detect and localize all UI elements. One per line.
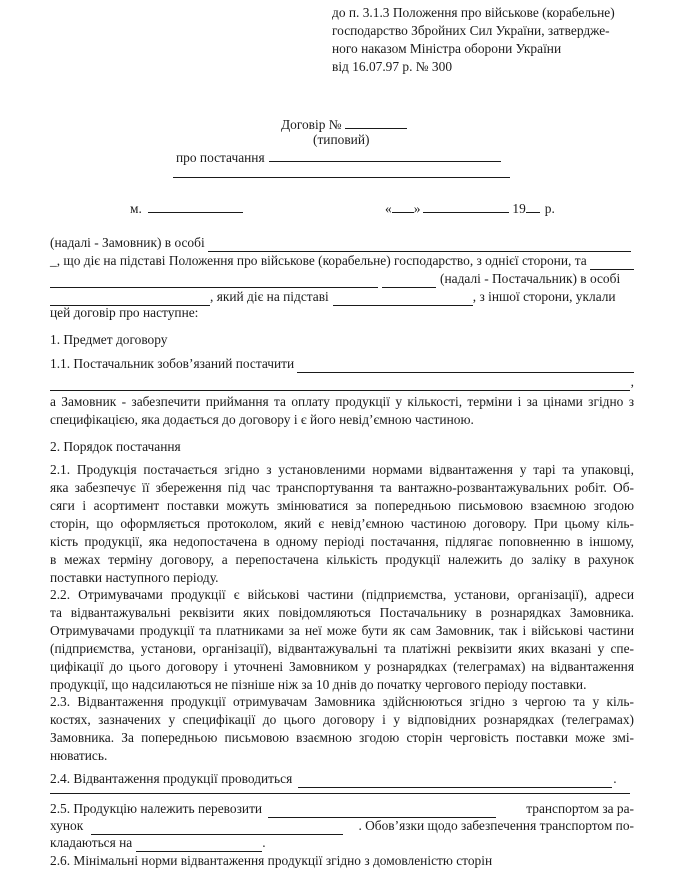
parties-line-1 xyxy=(50,234,634,252)
customer-person-field[interactable] xyxy=(208,238,631,252)
clause-2-4-line xyxy=(50,770,634,788)
header-line-1: до п. 3.1.3 Положення про військове (корабельне) xyxy=(332,5,615,20)
city-label: м. xyxy=(130,201,142,216)
other-party-text: , з іншої сторони, уклали xyxy=(472,289,616,304)
clause-2-2-line: цифікації до цього договору і уточнені Замовником у рознарядках (телеграмах) на відвантаження xyxy=(50,659,634,674)
clause-2-2-line: 2.2. Отримувачами продукції є військові частини (підприємства, установи, організації), адреси xyxy=(50,587,634,602)
clause-2-1-line: 2.1. Продукція постачається згідно з установленими нормами відвантаження у тарі та упаковці, xyxy=(50,462,634,477)
customer-label: (надалі - Замовник) в особі xyxy=(50,235,205,250)
date-month-field[interactable] xyxy=(423,199,509,213)
supplier-name-field[interactable] xyxy=(590,256,634,270)
shipment-method-field[interactable] xyxy=(298,774,612,788)
clause-2-6-line: 2.6. Мінімальні норми відвантаження продукції згідно з домовленістю сторін xyxy=(50,853,493,868)
city-line xyxy=(130,199,243,218)
shipment-method-field-2[interactable] xyxy=(50,793,630,794)
clause-2-2-line: Отримувачами продукції та платниками за неї може бути як сам Замовник, так і військові частини xyxy=(50,623,634,638)
parties-line-5: цей договір про наступне: xyxy=(50,305,199,320)
clause-2-1-line: яка забезпечує її збереження під час транспортування та вантажно-розвантажувальних робіт. Об- xyxy=(50,480,634,495)
date-year-field[interactable] xyxy=(526,199,540,213)
supplier-name-field-2[interactable] xyxy=(50,274,378,288)
clause-2-5-period: . xyxy=(262,835,266,850)
clause-1-1-line-2 xyxy=(50,373,634,391)
clause-1-1-line-3: а Замовник - забезпечити приймання та оплату продукції у кількості, терміни і за цінами згідно з xyxy=(50,394,634,409)
clause-2-1-line: поставки наступного періоду. xyxy=(50,570,219,585)
date-day-field[interactable] xyxy=(392,199,414,213)
clause-1-1-text: 1.1. Постачальник зобов’язаний постачити xyxy=(50,356,295,371)
clause-1-1-line-4: специфікацією, яка додається до договору і є його невід’ємною частиною. xyxy=(50,412,474,427)
clause-2-2-line: та відвантажувальні реквізити яких повідомляються Постачальнику в рознарядках Замовника. xyxy=(50,605,634,620)
clause-2-5-line-1 xyxy=(50,800,634,818)
parties-line-3 xyxy=(50,270,634,288)
clause-2-5-assigned-label: кладаються на xyxy=(50,835,133,850)
clause-2-2-line: (підприємства, установи, організації), відвантажувальні та платіжні реквізити яких вказані у спе- xyxy=(50,641,634,656)
date-year-suffix: р. xyxy=(544,201,555,216)
supplier-basis-label: , який діє на підставі xyxy=(210,289,329,304)
header-line-4: від 16.07.97 р. № 300 xyxy=(332,59,453,74)
section-1-heading: 1. Предмет договору xyxy=(50,332,168,347)
transport-type-field[interactable] xyxy=(268,804,496,818)
clause-2-3-line: Замовника. За попередньою письмовою взаємною згодою сторін черговість поставки може змі- xyxy=(50,730,634,745)
clause-2-2-line: продукції, що надсилаються не пізніше ніж за 10 днів до початку чергового періоду поставки. xyxy=(50,677,587,692)
clause-2-1-line: кість продукції, яка недопостачена в одному періоді постачання, підлягає поповненню в іншому, xyxy=(50,534,634,549)
date-quote-open: « xyxy=(385,201,392,216)
supply-product-field[interactable] xyxy=(297,359,634,373)
parties-line-2 xyxy=(50,252,634,270)
clause-2-4-text: 2.4. Відвантаження продукції проводиться xyxy=(50,771,293,786)
clause-2-1-line: сяги і асортимент поставки можуть змінюватися за попередньою письмовою взаємною згодою xyxy=(50,498,634,513)
supply-subject-line xyxy=(176,148,501,167)
supplier-name-field-3[interactable] xyxy=(382,274,436,288)
transport-responsible-field[interactable] xyxy=(136,838,262,852)
clause-2-5-line-3 xyxy=(50,834,634,852)
clause-2-5-text: 2.5. Продукцію належить перевозити xyxy=(50,801,263,816)
clause-2-3-line: нюватись. xyxy=(50,748,108,763)
clause-2-5-transport-text: транспортом за ра- xyxy=(526,801,634,816)
city-field[interactable] xyxy=(148,199,243,213)
clause-2-4-period: . xyxy=(613,771,617,786)
header-line-2: господарство Збройних Сил України, затвердже- xyxy=(332,23,610,38)
header-line-3: ного наказом Міністра оборони України xyxy=(332,41,562,56)
clause-2-5-account-label: хунок xyxy=(50,818,84,833)
date-quote-close: » xyxy=(413,201,421,216)
clause-2-5-duties-text: . Обов’язки щодо забезпечення транспортом по- xyxy=(358,818,634,833)
customer-basis-text: , що діє на підставі Положення про військове (корабельне) господарство, з однієї сторони, та xyxy=(56,253,587,268)
clause-2-3-line: костях, зазначених у специфікації до цього договору і у відповідних рознарядках (телеграмах) xyxy=(50,712,634,727)
date-year-prefix: 19 xyxy=(512,201,526,216)
contract-typical: (типовий) xyxy=(313,132,370,147)
clause-1-1-comma: , xyxy=(630,374,634,389)
date-line xyxy=(385,199,555,218)
clause-2-1-line: сторін, що оформляється протоколом, який є невід’ємною частиною договору. При цьому кіль- xyxy=(50,516,634,531)
clause-2-1-line: в межах терміну договору, а перепостачена кількість продукції належить до заліку в рахунок xyxy=(50,552,634,567)
supply-label: про постачання xyxy=(176,150,265,165)
section-2-heading: 2. Порядок постачання xyxy=(50,439,181,454)
contract-title-text: Договір № xyxy=(281,117,342,132)
transport-payer-field[interactable] xyxy=(91,821,343,835)
supply-subject-field[interactable] xyxy=(269,148,501,162)
clause-1-1-line-1 xyxy=(50,355,634,373)
parties-line-2-start: _ xyxy=(50,253,57,268)
clause-2-5-line-2 xyxy=(50,817,634,835)
supply-subject-field-2[interactable] xyxy=(173,177,510,178)
supply-product-field-2[interactable] xyxy=(50,377,630,391)
clause-2-3-line: 2.3. Відвантаження продукції отримувачам Замовника здійснюються згідно з чергою та у кіль- xyxy=(50,694,634,709)
contract-number-field[interactable] xyxy=(345,115,407,129)
supplier-label: (надалі - Постачальник) в особі xyxy=(440,271,621,286)
